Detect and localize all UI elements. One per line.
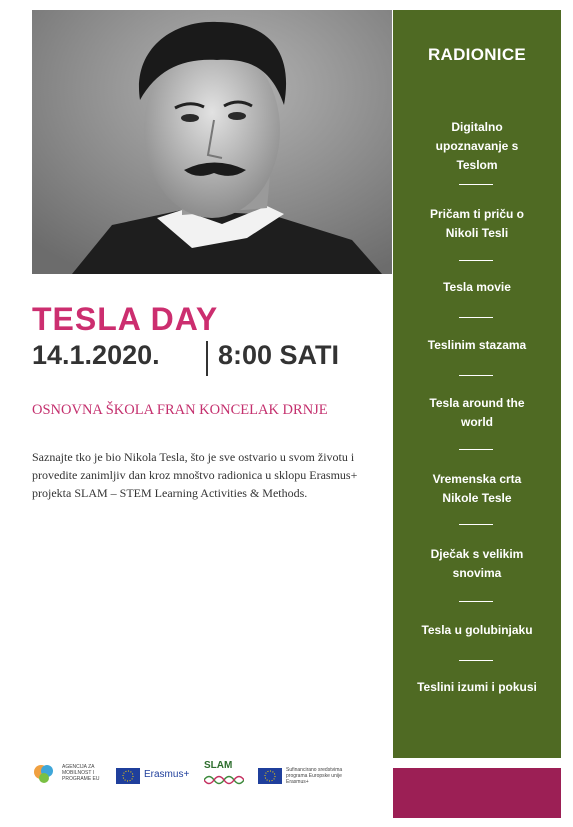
workshop-item: Teslini izumi i pokusi xyxy=(417,680,537,694)
workshop-item: Dječak s velikim snovima xyxy=(430,547,524,580)
workshops-sidebar xyxy=(393,10,561,758)
event-time: 8:00 SATI xyxy=(218,340,340,370)
erasmus-logo: Erasmus+ xyxy=(116,766,196,786)
portrait-photo xyxy=(32,10,392,274)
workshop-item: Vremenska crta Nikole Tesle xyxy=(432,472,522,505)
agency-logo: AGENCIJA ZA MOBILNOST I PROGRAME EU xyxy=(32,762,112,788)
separator-line xyxy=(459,317,493,318)
separator-line xyxy=(459,184,493,185)
workshop-item: Tesla u golubinjaku xyxy=(421,623,533,637)
footer-color-block xyxy=(393,768,561,818)
event-description: Saznajte tko je bio Nikola Tesla, što je sve ostvario u svom životu i provedite zanimljiv dan kroz mnoštvo radionica u sklopu Erasmus+ projekta SLAM – STEM Learning Activities & Methods. xyxy=(32,450,358,500)
sidebar-title: RADIONICE xyxy=(427,45,527,64)
workshop-item: Tesla movie xyxy=(443,280,511,294)
sponsor-logos xyxy=(32,760,362,792)
event-title: TESLA DAY xyxy=(32,301,219,337)
separator-line xyxy=(459,260,493,261)
agency-emblem-icon xyxy=(32,762,56,786)
eu-flag-icon xyxy=(258,768,282,784)
separator-line xyxy=(459,660,493,661)
eu-flag-icon xyxy=(116,768,140,784)
separator-line xyxy=(459,601,493,602)
separator-line xyxy=(459,449,493,450)
workshop-item: Digitalno upoznavanje s Teslom xyxy=(435,120,519,172)
separator-line xyxy=(459,375,493,376)
workshop-item: Teslinim stazama xyxy=(427,338,527,352)
dna-helix-icon xyxy=(204,773,244,787)
cofunded-logo: Sufinancirano sredstvima programa Europske unije Erasmus+ xyxy=(258,766,362,786)
date-time-divider xyxy=(206,341,208,376)
workshop-item: Pričam ti priču o Nikoli Tesli xyxy=(429,207,525,240)
slam-logo: SLAM xyxy=(202,760,248,790)
workshop-item: Tesla around the world xyxy=(429,396,525,429)
event-date: 14.1.2020. xyxy=(32,340,160,370)
school-name: OSNOVNA ŠKOLA FRAN KONCELAK DRNJE xyxy=(32,402,328,418)
separator-line xyxy=(459,524,493,525)
